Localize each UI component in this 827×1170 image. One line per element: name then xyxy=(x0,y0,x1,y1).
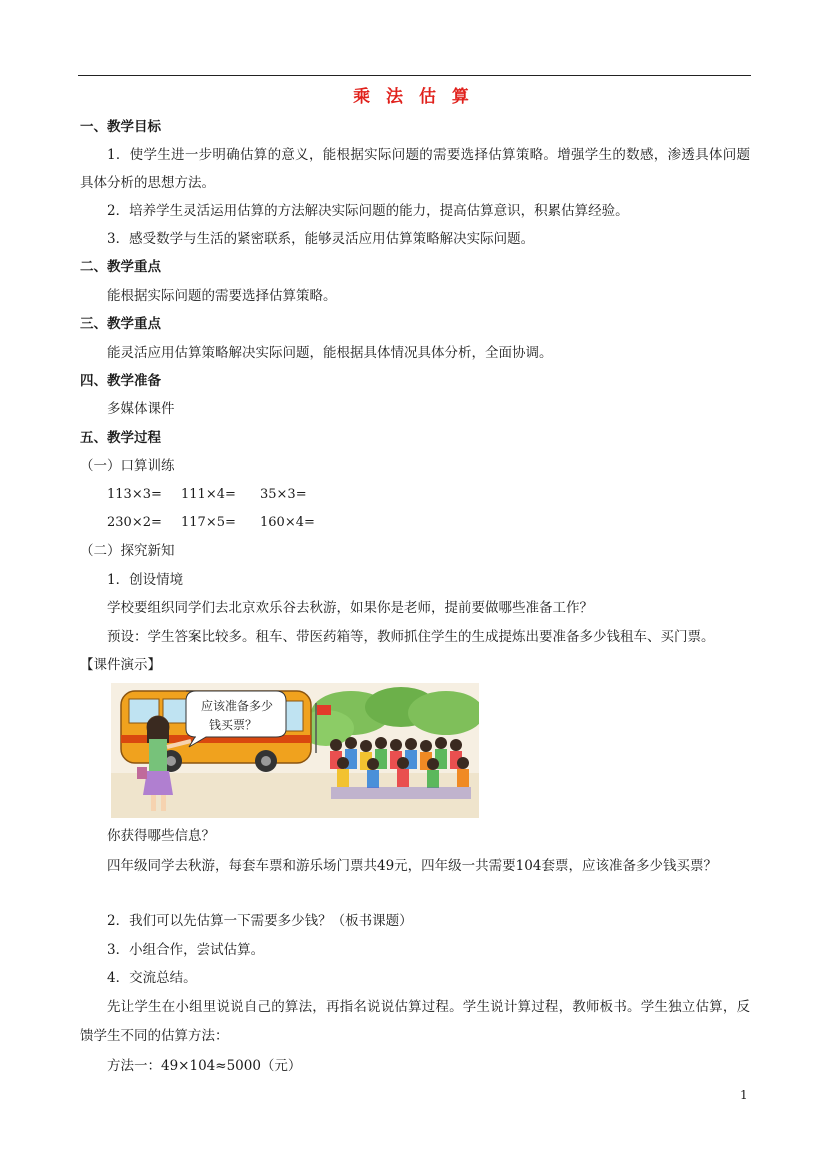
goal-1: 1．使学生进一步明确估算的意义，能根据实际问题的需要选择估算策略。增强学生的数感，渗透具体问题具体分析的思想方法。 xyxy=(80,147,750,191)
step-1: 1．创设情境 xyxy=(107,572,184,588)
page-number: 1 xyxy=(740,1088,748,1102)
calc-item: 160×4= xyxy=(260,515,315,530)
step-2: 2．我们可以先估算一下需要多少钱？（板书课题） xyxy=(107,913,413,929)
section-heading-key-point-2: 三、教学重点 xyxy=(80,316,161,332)
oral-calc-row-1 xyxy=(0,485,827,505)
calc-item: 35×3= xyxy=(260,487,307,502)
preset-text: 预设：学生答案比较多。租车、带医药箱等，教师抓住学生的生成提炼出要准备多少钱租车、买门票。 xyxy=(107,629,715,645)
part2-heading: （二）探究新知 xyxy=(80,543,175,559)
scenario-text: 学校要组织同学们去北京欢乐谷去秋游，如果你是老师，提前要做哪些准备工作？ xyxy=(107,600,593,616)
document-title: 乘 法 估 算 xyxy=(353,87,474,107)
calc-item: 230×2= xyxy=(107,515,162,530)
calc-item: 117×5= xyxy=(181,515,236,530)
goal-2: 2．培养学生灵活运用估算的方法解决实际问题的能力，提高估算意识，积累估算经验。 xyxy=(107,203,629,219)
section-heading-goals: 一、教学目标 xyxy=(80,119,161,135)
section-heading-key-point: 二、教学重点 xyxy=(80,259,161,275)
key-point-text: 能根据实际问题的需要选择估算策略。 xyxy=(107,288,337,304)
method-1: 方法一：49×104≈5000（元） xyxy=(107,1058,302,1074)
info-question: 你获得哪些信息？ xyxy=(107,828,215,844)
courseware-label: 【课件演示】 xyxy=(80,657,161,673)
oral-calc-row-2 xyxy=(0,513,827,533)
info-paragraph: 四年级同学去秋游，每套车票和游乐场门票共49元，四年级一共需要104套票，应该准备多少钱买票？ xyxy=(107,858,717,874)
part1-heading: （一）口算训练 xyxy=(80,458,175,474)
step-4: 4．交流总结。 xyxy=(107,970,197,986)
key-point-2-text: 能灵活应用估算策略解决实际问题，能根据具体情况具体分析，全面协调。 xyxy=(107,345,553,361)
step-3: 3．小组合作，尝试估算。 xyxy=(107,942,265,958)
goal-3: 3．感受数学与生活的紧密联系，能够灵活应用估算策略解决实际问题。 xyxy=(107,231,535,247)
header-rule xyxy=(78,75,751,76)
section-heading-process: 五、教学过程 xyxy=(80,430,161,446)
calc-item: 111×4= xyxy=(181,487,236,502)
section-heading-preparation: 四、教学准备 xyxy=(80,373,161,389)
speech-bubble-line-1: 应该准备多少 xyxy=(201,699,274,713)
preparation-text: 多媒体课件 xyxy=(107,401,175,417)
summary-paragraph: 先让学生在小组里说说自己的算法，再指名说说估算过程。学生说计算过程，教师板书。学生独立估算，反馈学生不同的估算方法： xyxy=(80,999,750,1044)
scene-illustration xyxy=(111,683,479,818)
speech-bubble-line-2: 钱买票？ xyxy=(209,718,258,732)
calc-item: 113×3= xyxy=(107,487,162,502)
